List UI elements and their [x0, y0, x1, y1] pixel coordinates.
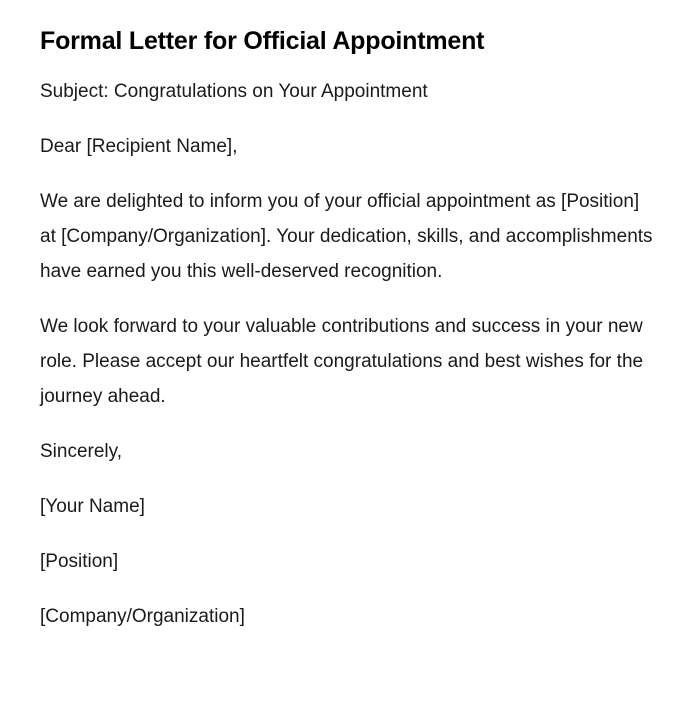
signature-organization: [Company/Organization] — [40, 606, 245, 627]
signature-name: [Your Name] — [40, 496, 145, 517]
letter-paragraph-2: We look forward to your valuable contributions and success in your new role. Please accept our heartfelt congratulations and best wishes for the journey ahead. — [40, 316, 644, 407]
letter-closing: Sincerely, — [40, 441, 123, 462]
letter-subject: Subject: Congratulations on Your Appointment — [40, 81, 428, 102]
signature-position: [Position] — [40, 551, 119, 572]
letter-greeting: Dear [Recipient Name], — [40, 136, 238, 157]
letter-title: Formal Letter for Official Appointment — [40, 27, 485, 55]
letter-paragraph-1: We are delighted to inform you of your official appointment as [Position] at [Company/Organization]. Your dedication, skills, and accomplishments have earned you this well-deserved recognition. — [40, 191, 653, 282]
